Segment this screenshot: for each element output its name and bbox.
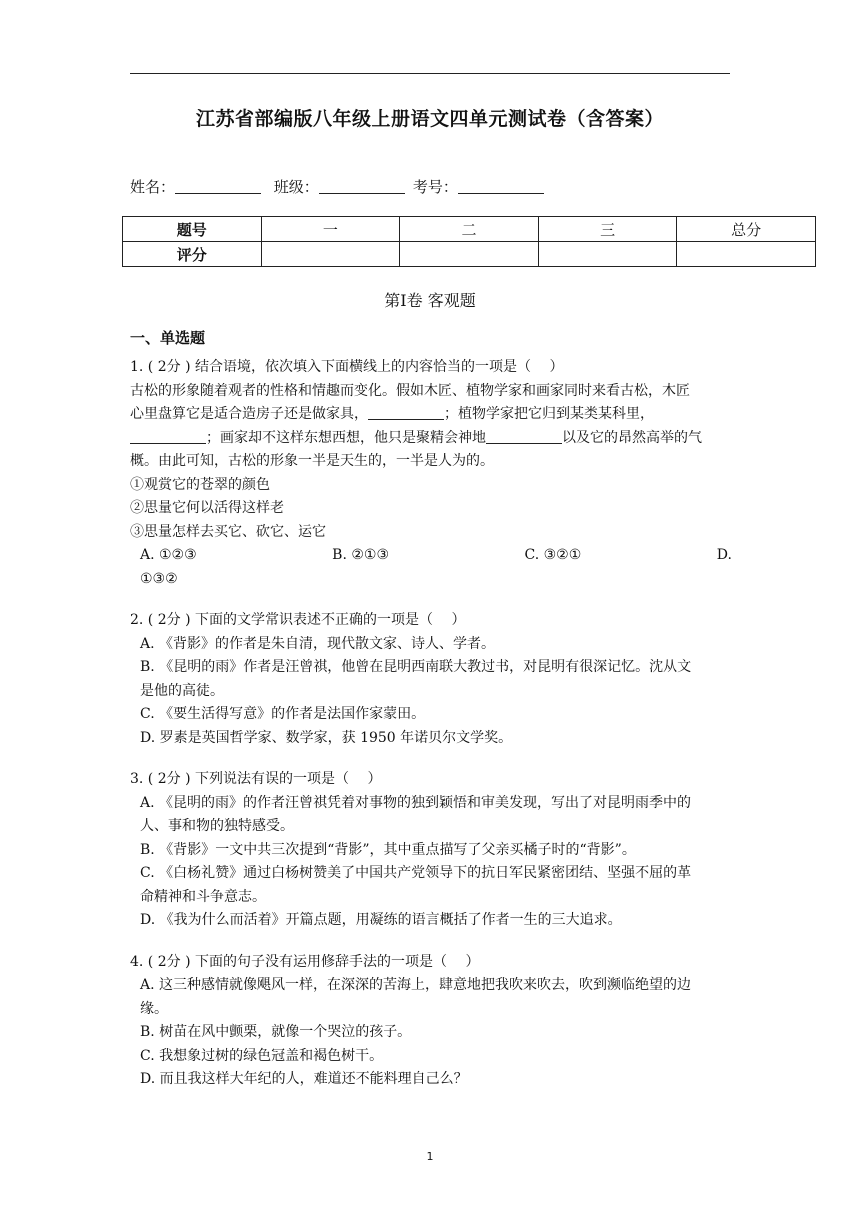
passage-line (130, 427, 732, 451)
score-cell[interactable] (677, 242, 816, 267)
score-table (122, 216, 816, 267)
option-c[interactable]: C. ③②① (524, 547, 582, 563)
exam-no-label: 考号： (412, 178, 458, 196)
part-heading: 一、单选题 (130, 329, 206, 347)
passage-line: 概。由此可知，古松的形象一半是天生的，一半是人为的。 (130, 453, 494, 469)
score-table-header-cell: 题号 (123, 217, 262, 242)
question-3 (130, 768, 732, 933)
score-table-header-cell: 三 (538, 217, 677, 242)
header-rule (130, 73, 730, 74)
option-line[interactable]: B. 《昆明的雨》作者是汪曾祺，他曾在昆明西南联大教过书，对昆明有很深记忆。沈从文 (140, 659, 692, 675)
question-2 (130, 609, 732, 750)
option-line[interactable]: B. 树苗在风中颤栗，就像一个哭泣的孩子。 (140, 1024, 412, 1040)
question-head: 4. ( 2分 ) 下面的句子没有运用修辞手法的一项是（ ） (130, 953, 480, 970)
item-line: ②思量它何以活得这样老 (130, 500, 284, 516)
question-head: 2. ( 2分 ) 下面的文学常识表述不正确的一项是（ ） (130, 612, 466, 628)
name-label: 姓名： (130, 178, 176, 196)
question-1 (130, 356, 732, 591)
option-line[interactable]: D. 而且我这样大年纪的人，难道还不能料理自己么？ (140, 1071, 468, 1087)
class-blank[interactable] (319, 179, 405, 194)
option-line[interactable]: C. 《白杨礼赞》通过白杨树赞美了中国共产党领导下的抗日军民紧密团结、坚强不屈的革 (140, 865, 692, 881)
option-line[interactable]: D. 《我为什么而活着》开篇点题，用凝练的语言概括了作者一生的三大追求。 (140, 912, 622, 928)
question-head: 3. ( 2分 ) 下列说法有误的一项是（ ） (130, 771, 382, 787)
score-table-score-row (123, 242, 816, 267)
student-info-line (130, 176, 552, 197)
score-table-header-row (123, 217, 816, 242)
passage-line: 古松的形象随着观者的性格和情趣而变化。假如木匠、植物学家和画家同时来看古松，木匠 (130, 382, 690, 399)
option-line[interactable]: A. 《背影》的作者是朱自清，现代散文家、诗人、学者。 (140, 635, 496, 652)
option-line[interactable]: B. 《背影》一文中共三次提到“背影”，其中重点描写了父亲买橘子时的“背影”。 (140, 841, 636, 858)
score-table-header-cell: 总分 (677, 217, 816, 242)
option-d[interactable]: D. (716, 547, 732, 563)
option-line[interactable]: 命精神和斗争意志。 (140, 888, 266, 905)
page-title: 江苏省部编版八年级上册语文四单元测试卷（含答案） (195, 108, 664, 130)
score-cell[interactable] (400, 242, 539, 267)
passage-text: ；画家却不这样东想西想，他只是聚精会神地 (206, 429, 486, 446)
option-a[interactable]: A. ①②③ (140, 547, 197, 563)
passage-text: 心里盘算它是适合造房子还是做家具， (130, 406, 368, 422)
passage-text: ；植物学家把它归到某类某科里， (444, 406, 654, 422)
score-row-label: 评分 (123, 242, 262, 267)
passage-line (130, 403, 732, 427)
questions-content (130, 356, 732, 1092)
fill-blank (130, 429, 206, 444)
option-row (130, 544, 732, 568)
question-head: 1. ( 2分 ) 结合语境，依次填入下面横线上的内容恰当的一项是（ ） (130, 359, 564, 375)
option-d-continued[interactable]: ①③② (140, 570, 178, 587)
fill-blank (486, 429, 562, 444)
section-title: 第Ⅰ卷 客观题 (384, 291, 476, 310)
option-line[interactable]: 缘。 (140, 1000, 168, 1017)
score-table-header-cell: 一 (261, 217, 400, 242)
score-cell[interactable] (538, 242, 677, 267)
option-b[interactable]: B. ②①③ (332, 547, 390, 563)
passage-text: 以及它的昂然高举的气 (562, 429, 702, 446)
option-line[interactable]: 人、事和物的独特感受。 (140, 818, 294, 834)
option-line[interactable]: D. 罗素是英国哲学家、数学家，获 1950 年诺贝尔文学奖。 (140, 729, 513, 746)
page-number: 1 (426, 1150, 434, 1163)
question-4 (130, 951, 732, 1092)
option-line[interactable]: C. 我想象过树的绿色冠盖和褐色树干。 (140, 1047, 384, 1064)
option-line[interactable]: A. 《昆明的雨》的作者汪曾祺凭着对事物的独到颖悟和审美发现，写出了对昆明雨季中的 (140, 794, 692, 811)
name-blank[interactable] (175, 179, 261, 194)
class-label: 班级： (273, 178, 319, 196)
exam-no-blank[interactable] (458, 179, 544, 194)
option-line[interactable]: A. 这三种感情就像飓风一样，在深深的苦海上，肆意地把我吹来吹去，吹到濒临绝望的边 (140, 977, 692, 993)
score-table-header-cell: 二 (400, 217, 539, 242)
score-cell[interactable] (261, 242, 400, 267)
option-line[interactable]: C. 《要生活得写意》的作者是法国作家蒙田。 (140, 706, 426, 722)
item-line: ①观赏它的苍翠的颜色 (130, 476, 270, 493)
fill-blank (368, 405, 444, 420)
item-line: ③思量怎样去买它、砍它、运它 (130, 523, 326, 540)
option-line[interactable]: 是他的高徒。 (140, 682, 224, 699)
